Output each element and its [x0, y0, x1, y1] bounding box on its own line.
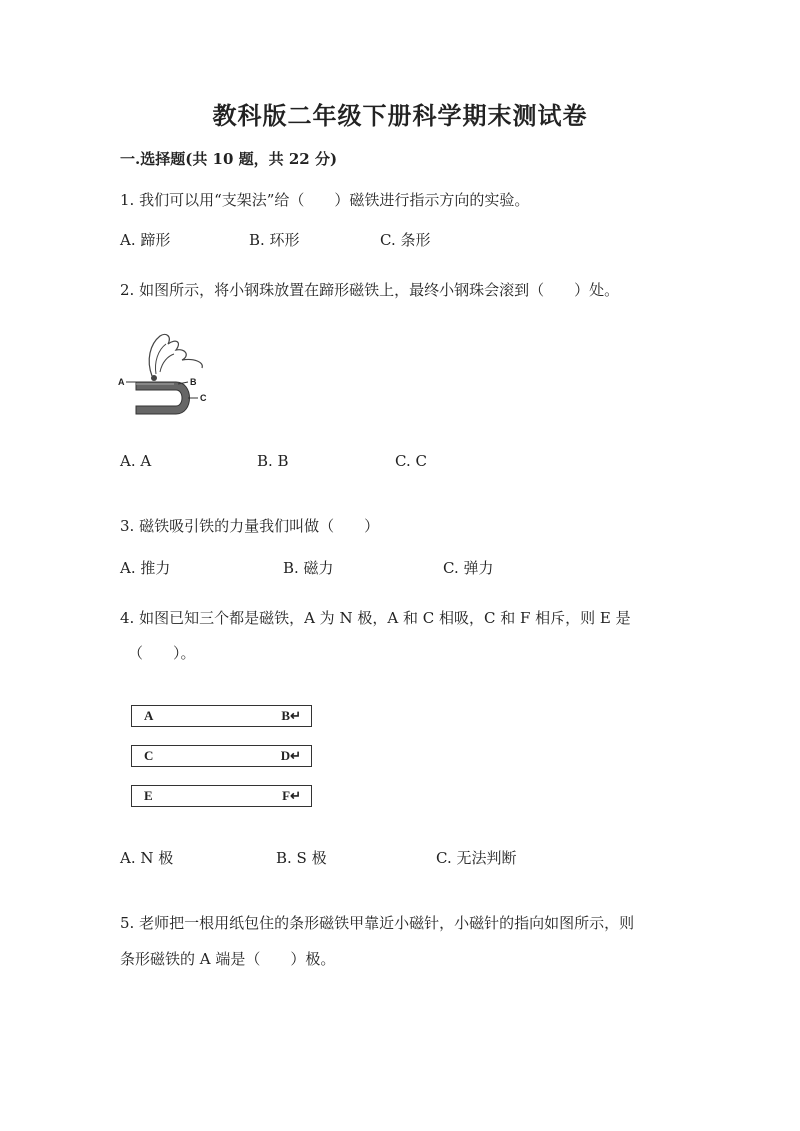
figure-label-b: B: [190, 377, 197, 387]
question-4-option-b: B. S 极: [276, 849, 327, 867]
question-4-option-c: C. 无法判断: [436, 849, 517, 867]
magnet-end-label: A: [144, 708, 154, 723]
question-1-option-c: C. 条形: [380, 231, 431, 249]
question-2-option-b: B. B: [257, 452, 289, 470]
question-4-stem-line-1: 4. 如图已知三个都是磁铁，A 为 N 极，A 和 C 相吸，C 和 F 相斥，则 E 是: [120, 609, 631, 627]
question-3-option-b: B. 磁力: [283, 559, 334, 577]
question-5-stem-line-2: 条形磁铁的 A 端是（ ）极。: [120, 950, 336, 968]
question-3-stem: 3. 磁铁吸引铁的力量我们叫做（ ）: [120, 517, 380, 535]
question-3-option-a: A. 推力: [120, 559, 171, 577]
magnet-end-label: C: [144, 748, 154, 763]
section-heading: 一.选择题(共 10 题，共 22 分): [120, 150, 338, 168]
magnet-end-label: D↵: [280, 748, 301, 763]
question-3-option-c: C. 弹力: [443, 559, 494, 577]
question-2-stem: 2. 如图所示，将小钢珠放置在蹄形磁铁上，最终小钢珠会滚到（ ）处。: [120, 281, 620, 299]
figure-label-a: A: [118, 377, 125, 387]
question-1-option-b: B. 环形: [249, 231, 300, 249]
question-2-option-c: C. C: [395, 452, 427, 470]
magnet-end-label: E: [144, 788, 153, 803]
question-1-option-a: A. 蹄形: [120, 231, 171, 249]
figure-label-c: C: [200, 393, 207, 403]
magnet-end-label: F↵: [282, 788, 301, 803]
question-4-stem-line-2: （ ）。: [128, 644, 196, 662]
question-1-stem: 1. 我们可以用“支架法”给（ ）磁铁进行指示方向的实验。: [120, 191, 530, 209]
page-title: 教科版二年级下册科学期末测试卷: [212, 101, 588, 130]
magnet-bar: [131, 705, 312, 727]
horseshoe-magnet-figure: [116, 330, 216, 420]
magnet-bar: [131, 785, 312, 807]
magnet-end-label: B↵: [281, 708, 301, 723]
magnet-bar: [131, 745, 312, 767]
question-4-option-a: A. N 极: [120, 849, 174, 867]
question-5-stem-line-1: 5. 老师把一根用纸包住的条形磁铁甲靠近小磁针，小磁针的指向如图所示，则: [120, 914, 635, 932]
question-2-option-a: A. A: [120, 452, 152, 470]
